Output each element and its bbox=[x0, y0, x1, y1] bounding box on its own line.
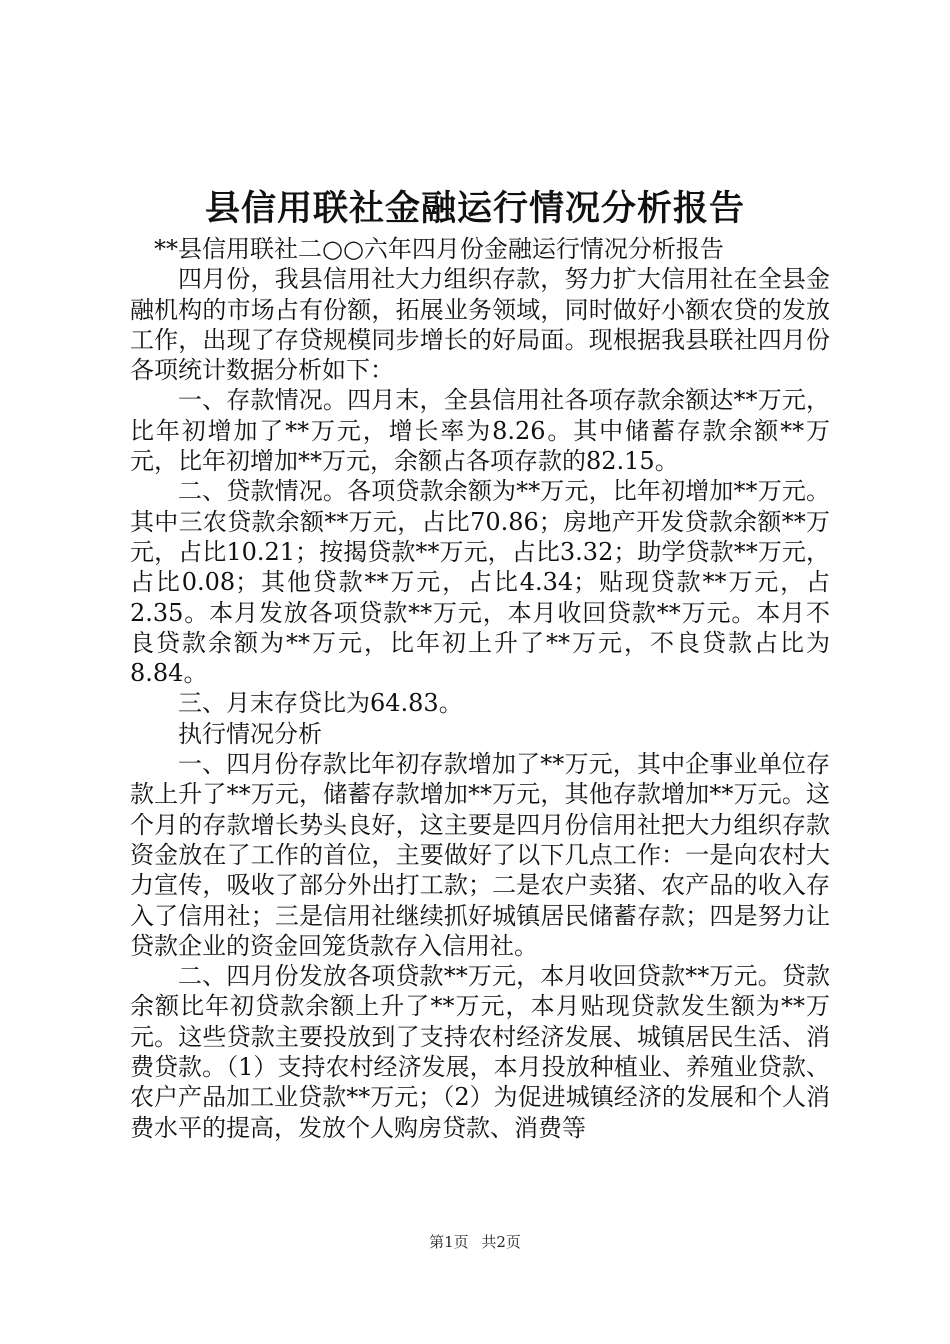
page-number: 第1页 bbox=[429, 1233, 469, 1251]
page-footer bbox=[0, 1232, 950, 1252]
report-subtitle: **县信用联社二○○六年四月份金融运行情况分析报告 bbox=[154, 235, 724, 263]
paragraph-deposit-analysis: 一、四月份存款比年初存款增加了**万元，其中企事业单位存款上升了**万元，储蓄存款增加**万元，其他存款增加**万元。这个月的存款增长势头良好，这主要是四月份信用社把大力组织存款资金放在了工作的首位，主要做好了以下几点工作：一是向农村大力宣传，吸收了部分外出打工款；二是农户卖猪、农产品的收入存入了信用社；三是信用社继续抓好城镇居民储蓄存款；四是努力让贷款企业的资金回笼货款存入信用社。 bbox=[130, 750, 830, 960]
document-body bbox=[130, 234, 830, 1143]
section-heading-analysis: 执行情况分析 bbox=[178, 719, 322, 748]
page-total: 共2页 bbox=[481, 1233, 521, 1251]
paragraph-deposit-loan-ratio: 三、月末存贷比为64.83。 bbox=[178, 689, 463, 718]
paragraph-loans: 二、贷款情况。各项贷款余额为**万元，比年初增加**万元。其中三农贷款余额**万元，占比70.86；房地产开发贷款余额**万元，占比10.21；按揭贷款**万元，占比3.32；助学贷款**万元，占比0.08；其他贷款**万元，占比4.34；贴现贷款**万元，占2.35。本月发放各项贷款**万元，本月收回贷款**万元。本月不良贷款余额为**万元，比年初上升了**万元，不良贷款占比为8.84。 bbox=[130, 477, 830, 688]
document-title: 县信用联社金融运行情况分析报告 bbox=[204, 188, 745, 229]
paragraph-intro: 四月份，我县信用社大力组织存款，努力扩大信用社在全县金融机构的市场占有份额，拓展业务领域，同时做好小额农贷的发放工作，出现了存贷规模同步增长的好局面。现根据我县联社四月份各项统计数据分析如下： bbox=[130, 265, 830, 385]
paragraph-deposits: 一、存款情况。四月末，全县信用社各项存款余额达**万元，比年初增加了**万元，增长率为8.26。其中储蓄存款余额**万元，比年初增加**万元，余额占各项存款的82.15。 bbox=[130, 386, 830, 476]
paragraph-loan-analysis: 二、四月份发放各项贷款**万元，本月收回贷款**万元。贷款余额比年初贷款余额上升了**万元，本月贴现贷款发生额为**万元。这些贷款主要投放到了支持农村经济发展、城镇居民生活、消费贷款。（1）支持农村经济发展，本月投放种植业、养殖业贷款、农户产品加工业贷款**万元；（2）为促进城镇经济的发展和个人消费水平的提高，发放个人购房贷款、消费等 bbox=[130, 962, 830, 1142]
